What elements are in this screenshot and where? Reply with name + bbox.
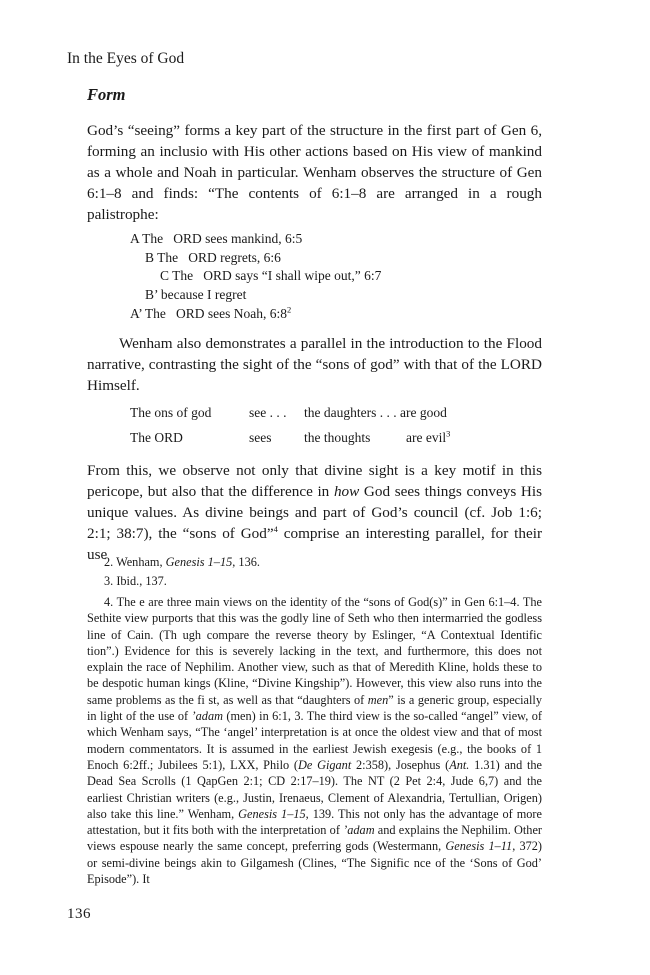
footnote-ref-2[interactable]: 2 — [287, 304, 292, 315]
section-heading: Form — [87, 85, 126, 104]
footnote-3: 3. Ibid., 137. — [104, 574, 167, 588]
chiasm-line-c: C The ORD says “I shall wipe out,” 6:7 — [160, 268, 382, 284]
footnote-ref-4[interactable]: 4 — [273, 523, 278, 534]
comparison-cell: are evil$^3$ — [406, 428, 451, 445]
comparison-cell: the thoughts — [304, 430, 371, 445]
comparison-cell: The ORD — [130, 430, 183, 445]
running-head: In the Eyes of God — [67, 50, 185, 67]
chiasm-line-b: B The ORD regrets, 6:6 — [145, 249, 281, 265]
chiasm-line-b-prime: B’ because I regret — [145, 287, 247, 303]
comparison-cell: The ons of god — [130, 405, 212, 420]
comparison-cell: sees — [249, 430, 272, 445]
paragraph-2: Wenham also demonstrates a parallel in the introduction to the Flood narrative, contrasting the sight of the “sons of god” with that of the LORD Himself. — [87, 335, 542, 394]
comparison-cell: the daughters . . . are good — [304, 405, 447, 420]
chiasm-line-a: A The ORD sees mankind, 6:5 — [130, 231, 303, 246]
comparison-cell: see . . . — [249, 405, 287, 420]
chiasm-list — [130, 230, 381, 324]
chiasm-line-a-prime: A’ The ORD sees Noah, $6:8^2$ — [130, 304, 292, 321]
footnote-ref-3[interactable]: 3 — [446, 428, 451, 439]
page-number: 136 — [67, 906, 91, 922]
paragraph-3: From this, we observe not only that divine sight is a key motif in this pericope, but also that the difference in how God sees things conveys His unique values. As divine beings and part of God’s council (cf. Job 1:6; 2:1; 38:7), the “sons of God”$^4$ comprise an interesting parallel, for their use — [87, 462, 542, 563]
footnote-4: 4. The e are three main views on the identity of the “sons of God(s)” in Gen 6:1–4. The Sethite view purports that this was the godly line of Seth who then intermarried the godless line of Cain. (Th ugh compare the reverse theory by Eslinger, “A Contextual Identific tion”.) Evidence for this is severely lacking in the text, and furthermore, this does not explain the race of Nephilim. Another view, such as that of Meredith Kline, holds these to be despotic human kings (Kline, “Divine Kingship”). However, this view also runs into the same problems as the fi st, as well as that “daughters of men” is a generic group, especially in light of the use of ’adam (men) in 6:1, 3. The third view is the so-called “angel” view, of which Wenham says, “The ‘angel’ interpretation is at once the oldest view and that of most modern commentators. It is assumed in the earliest Jewish exegesis (e.g., the books of 1 Enoch 6:2ff.; Jubilees 5:1), LXX, Philo (De Gigant 2:358), Josephus (Ant. 1.31) and the Dead Sea Scrolls (1 QapGen 2:1; CD 2:17–19). The NT (2 Pet 2:4, Jude 6,7) and the earliest Christian writers (e.g., Justin, Irenaeus, Clement of Alexandria, Tertullian, Origen) also take this line.” Wenham, Genesis 1–15, 139. This not only has the advantage of more attestation, but it fits both with the interpretation of ’adam and explains the Nephilim. Other views espouse nearly the same concept, preferring gods (Westermann, Genesis 1–11, 372) or semi-divine beings akin to Gilgamesh (Clines, “The Signific nce of the ‘Sons of God’ Episode”). It — [87, 595, 542, 887]
paragraph-1: God’s “seeing” forms a key part of the structure in the first part of Gen 6, forming an inclusio with His other actions based on His view of mankind as a whole and Noah in particular. Wenham observes the structure of Gen 6:1–8 and finds: “The contents of 6:1–8 are arranged in a rough palistrophe: — [87, 122, 542, 223]
footnote-2: 2. Wenham, Genesis 1–15, 136. — [104, 555, 260, 569]
